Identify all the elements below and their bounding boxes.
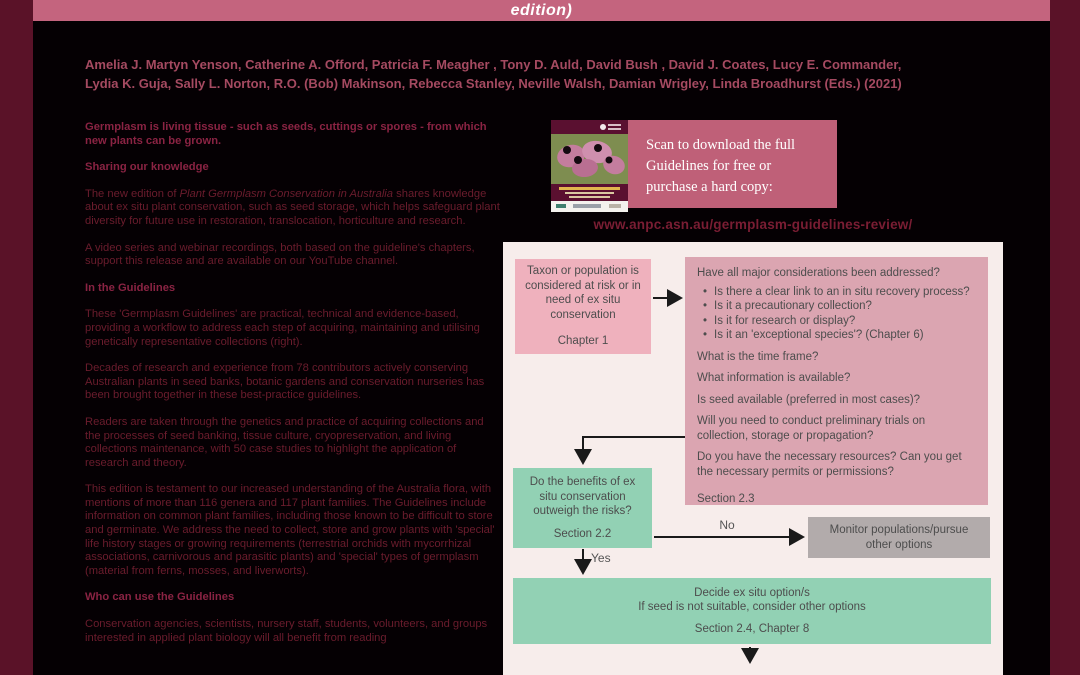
scan-download-text: Scan to download the full Guidelines for free or purchase a hard copy: — [646, 137, 796, 195]
flowchart-box-taxon-text: Taxon or population is considered at risk or in need of ex situ conservation — [525, 265, 641, 321]
right-edge-bar — [1050, 0, 1080, 675]
considerations-bullet: • Is it for research or display? — [703, 314, 976, 329]
decide-section-ref: Section 2.4, Chapter 8 — [694, 622, 810, 635]
guidelines-url-link[interactable]: www.anpc.asn.au/germplasm-guidelines-review/ — [593, 217, 913, 232]
considerations-question: Have all major considerations been addressed? — [697, 267, 940, 279]
considerations-bullet: • Is there a clear link to an in situ recovery process? — [703, 285, 976, 300]
paragraph-audience: Conservation agencies, scientists, nursery staff, students, volunteers, and groups interested in applied plant biology will all benefit from reading — [85, 618, 488, 644]
considerations-seed: Is seed available (preferred in most cases)? — [697, 393, 921, 406]
authors-line-2: Lydia K. Guja, Sally L. Norton, R.O. (Bob) Makinson, Rebecca Stanley, Neville Walsh, Damian Wrigley, Linda Broadhurst (Eds.) (2021) — [85, 76, 902, 91]
paragraph-new-edition-start: The new edition of — [85, 187, 180, 200]
paragraph-new-edition — [85, 188, 501, 229]
paragraph-edition-testament: This edition is testament to our increased understanding of the Australia flora, with mentions of more than 116 genera and 117 plant families. The Guidelines include information on common plant families, including those known to be difficult to store and germinate. We address the need to collect, store and grow plants with 'special' life history stages or growing requirements (terrestrial orchids with mycorrhizal associations, carnivorous and parasitic plants) and 'special' types of germplasm (material from ferns, mosses, and liverworts). — [85, 483, 495, 577]
title-banner — [33, 0, 1050, 21]
decide-line2: If seed is not suitable, consider other options — [638, 601, 866, 614]
book-cover-art — [551, 120, 628, 212]
book-title-italic: Plant Germplasm Conservation in Australia — [179, 187, 394, 200]
considerations-bullet-list — [697, 285, 976, 343]
title-banner-text: edition) — [510, 1, 573, 19]
flowchart-box-taxon-chapter: Chapter 1 — [557, 335, 609, 348]
intro-text-column — [85, 115, 501, 645]
heading-sharing-knowledge: Sharing our knowledge — [85, 161, 209, 174]
considerations-bullet: • Is it a precautionary collection? — [703, 299, 976, 314]
paragraph-decades: Decades of research and experience from 78 contributors actively conserving Australian plants in seed banks, botanic gardens and conservation nurseries has been brought together in these best-practice guidelines. — [85, 362, 485, 402]
publisher-logo-icon — [600, 124, 606, 130]
flowchart-panel — [503, 242, 1003, 675]
authors-line-1: Amelia J. Martyn Yenson, Catherine A. Offord, Patricia F. Meagher , Tony D. Auld, David Bush , David J. Coates, Lucy E. Commander, — [85, 57, 902, 72]
decide-line1: Decide ex situ option/s — [694, 586, 810, 599]
paragraph-practical: These 'Germplasm Guidelines' are practical, technical and evidence-based, providing a workflow to address each step of acquiring, maintaining and utilising genetically representative collections (right). — [85, 308, 480, 348]
benefits-question: Do the benefits of ex situ conservation outweigh the risks? — [529, 476, 636, 517]
paragraph-new-edition-end: shares knowledge about ex situ plant conservation, such as seed storage, which helps safeguard plant diversity for future use in restoration, translocation, horticulture and research. — [85, 187, 500, 227]
book-cover-thumbnail — [551, 120, 628, 212]
partner-logo-icon — [609, 204, 621, 208]
left-edge-bar — [0, 0, 33, 675]
heading-who-can-use: Who can use the Guidelines — [85, 591, 235, 604]
paragraph-readers: Readers are taken through the genetics and practice of acquiring collections and the processes of seed banking, tissue culture, cryopreservation, and living collections maintenance, with 50 case studies to highlight the application of research and theory. — [85, 415, 484, 469]
paragraph-video-series: A video series and webinar recordings, both based on the guideline's chapters, support this release and are available on our YouTube channel. — [85, 241, 475, 268]
considerations-section-ref: Section 2.3 — [697, 493, 755, 505]
considerations-trials: Will you need to conduct preliminary trials on collection, storage or propagation? — [697, 415, 926, 442]
heading-in-the-guidelines: In the Guidelines — [85, 281, 176, 294]
flowchart-box-considerations — [685, 257, 988, 505]
considerations-resources: Do you have the necessary resources? Can you get the necessary permits or permissions? — [697, 451, 962, 478]
authors-list — [85, 55, 985, 93]
arrow-considerations-to-benefits — [583, 437, 685, 463]
flowchart-box-decide — [513, 578, 991, 644]
flowchart-box-benefits — [513, 468, 652, 548]
monitor-text: Monitor populations/pursue other options — [829, 524, 969, 551]
scan-download-callout — [628, 120, 837, 208]
flowchart-box-taxon — [515, 259, 651, 354]
flowchart-box-monitor — [808, 517, 990, 558]
partner-logo-icon — [556, 204, 566, 208]
flowchart-label-no: No — [719, 518, 735, 532]
considerations-bullet: • Is it an 'exceptional species'? (Chapter 6) — [703, 328, 976, 343]
flowchart-label-yes: Yes — [591, 551, 611, 565]
considerations-timeframe: What is the time frame? — [697, 350, 819, 363]
benefits-section-ref: Section 2.2 — [553, 527, 612, 540]
considerations-information: What information is available? — [697, 372, 851, 384]
lead-statement: Germplasm is living tissue - such as seeds, cuttings or spores - from which new plants can be grown. — [85, 121, 487, 147]
partner-logo-icon — [573, 204, 601, 208]
